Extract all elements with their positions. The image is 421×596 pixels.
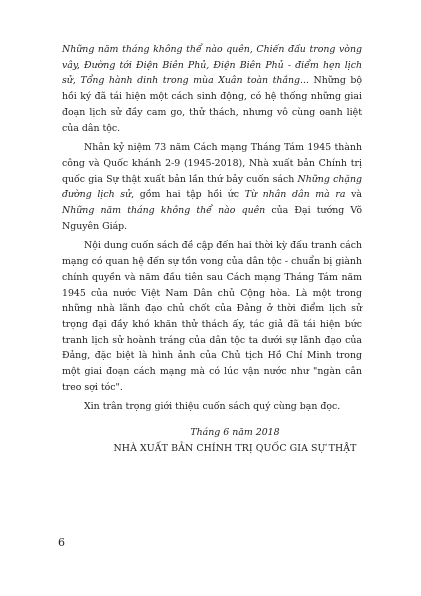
page-body [62,42,362,457]
paragraph-anniversary [62,140,362,234]
anniversary-text-4: của Đại tướng Võ Nguyên Giáp. [62,205,362,232]
volume-one-title-italic: Từ nhân dân mà ra [244,189,346,201]
memoir-titles-italic: Những năm tháng không thể nào quên, Chiến đấu trong vòng vây, Đường tới Điện Biên Phủ, Điện Biên Phủ - điểm hẹn lịch sử, Tổng hành dinh trong mùa Xuân toàn thắng... [62,44,362,87]
book-title-italic: Những chặng đường lịch sử [62,173,362,201]
volume-two-title-italic: Những năm tháng không thể nào quên [62,205,266,217]
paragraph-memoir-titles [62,42,362,136]
anniversary-text-1: Nhân kỷ niệm 73 năm Cách mạng Tháng Tám 1945 thành công và Quốc khánh 2-9 (1945-2018), Nhà xuất bản Chính trị quốc gia Sự thật xuất bản lần thứ bảy cuốn sách [62,142,362,185]
signature-date: Tháng 6 năm 2018 [190,427,280,439]
memoir-description: Những bộ hồi ký đã tái hiện một cách sinh động, có hệ thống những giai đoạn lịch sử đầy cam go, thử thách, nhưng vô cùng oanh liệt của dân tộc. [62,75,362,134]
anniversary-text-3: và [345,189,363,201]
paragraph-content: Nội dung cuốn sách đề cập đến hai thời kỳ đấu tranh cách mạng có quan hệ đến sự tồn vong của dân tộc - chuẩn bị giành chính quyền và năm đầu tiên sau Cách mạng Tháng Tám năm 1945 của nước Việt Nam Dân chủ Cộng hòa. Là một trong những nhà lãnh đạo chủ chốt của Đảng ở thời điểm lịch sử trọng đại đầy khó khăn thử thách ấy, tác giả đã tái hiện bức tranh lịch sử hoành tráng của dân tộc ta dưới sự lãnh đạo của Đảng, đặc biệt là hình ảnh của Chủ tịch Hồ Chí Minh trong một giai đoạn cách mạng mà có lúc vận nước như "ngàn cân treo sợi tóc". [62,240,362,393]
signature-block [62,425,362,456]
page-number: 6 [58,536,65,549]
signature-publisher: NHÀ XUẤT BẢN CHÍNH TRỊ QUỐC GIA SỰ THẬT [113,442,357,454]
paragraph-introduction: Xin trân trọng giới thiệu cuốn sách quý cùng bạn đọc. [84,401,341,413]
anniversary-text-2: , gồm hai tập hồi ức [131,189,245,201]
